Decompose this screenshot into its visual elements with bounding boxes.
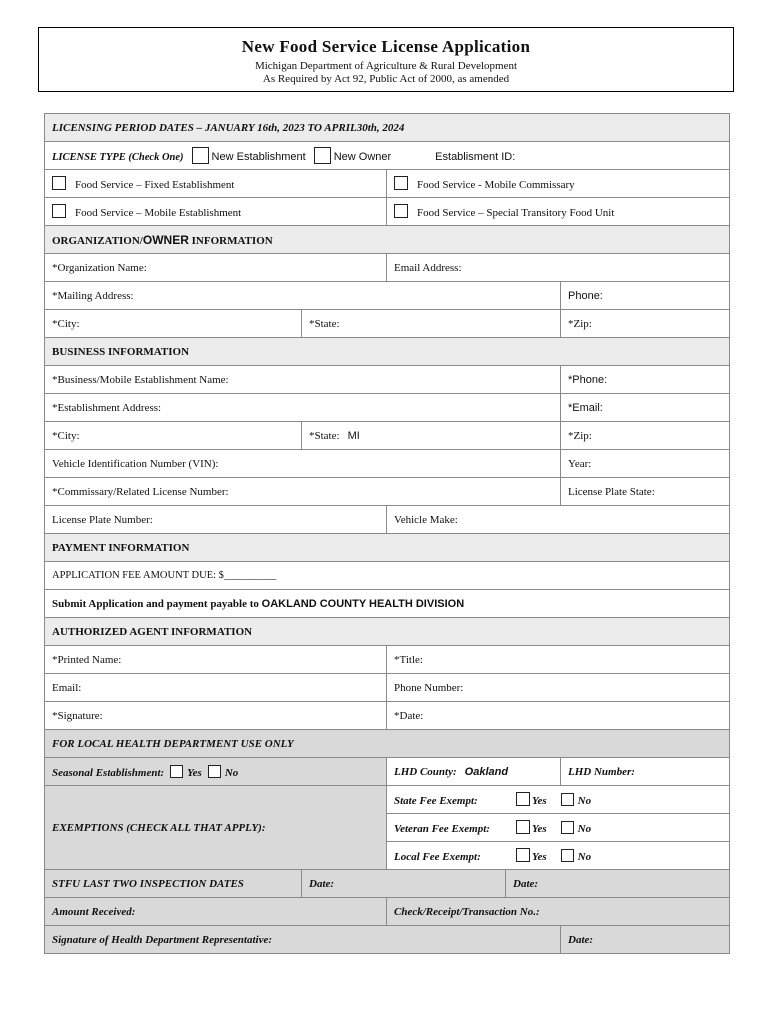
plate-state-field[interactable]: License Plate State: xyxy=(561,478,730,506)
licensing-period: LICENSING PERIOD DATES – JANUARY 16th, 2023 TO APRIL30th, 2024 xyxy=(45,114,730,142)
state-fee-exempt-row: State Fee Exempt: Yes No xyxy=(387,786,730,814)
seasonal-no-label: No xyxy=(224,766,239,779)
plate-number-field[interactable]: License Plate Number: xyxy=(45,506,387,534)
business-state-field[interactable]: *State: MI xyxy=(302,422,561,450)
fixed-establishment-label: Food Service – Fixed Establishment xyxy=(75,179,235,191)
payee-name: OAKLAND COUNTY HEALTH DIVISION xyxy=(261,597,465,610)
establishment-address-field[interactable]: *Establishment Address: xyxy=(45,394,561,422)
business-zip-field[interactable]: *Zip: xyxy=(561,422,730,450)
mailing-address-field[interactable]: *Mailing Address: xyxy=(45,282,561,310)
printed-name-field[interactable]: *Printed Name: xyxy=(45,646,387,674)
organization-email-field[interactable]: Email Address: xyxy=(387,254,730,282)
option-transitory[interactable] xyxy=(387,198,730,226)
organization-name-field[interactable]: *Organization Name: xyxy=(45,254,387,282)
stfu-date-1-field[interactable]: Date: xyxy=(302,870,506,898)
agent-date-field[interactable]: *Date: xyxy=(387,702,730,730)
lhd-county-field[interactable]: LHD County: Oakland xyxy=(387,758,561,786)
transitory-unit-checkbox[interactable] xyxy=(394,204,408,218)
business-phone-field[interactable]: *Phone: xyxy=(561,366,730,394)
fixed-establishment-checkbox[interactable] xyxy=(52,176,66,190)
business-email-field[interactable]: *Email: xyxy=(561,394,730,422)
agent-email-field[interactable]: Email: xyxy=(45,674,387,702)
veteran-fee-no-checkbox[interactable] xyxy=(561,821,574,834)
state-fee-yes-checkbox[interactable] xyxy=(516,792,530,806)
health-rep-signature-field[interactable]: Signature of Health Department Representative: xyxy=(45,926,561,954)
local-fee-no-checkbox[interactable] xyxy=(561,849,574,862)
agent-heading: AUTHORIZED AGENT INFORMATION xyxy=(45,618,730,646)
agent-signature-field[interactable]: *Signature: xyxy=(45,702,387,730)
option-fixed[interactable] xyxy=(45,170,387,198)
health-rep-date-field[interactable]: Date: xyxy=(561,926,730,954)
business-city-field[interactable]: *City: xyxy=(45,422,302,450)
seasonal-yes-checkbox[interactable] xyxy=(170,765,183,778)
check-receipt-field[interactable]: Check/Receipt/Transaction No.: xyxy=(387,898,730,926)
seasonal-no-checkbox[interactable] xyxy=(208,765,221,778)
exemptions-label: EXEMPTIONS (CHECK ALL THAT APPLY): xyxy=(45,786,387,870)
organization-phone-field[interactable]: Phone: xyxy=(561,282,730,310)
amount-received-field[interactable]: Amount Received: xyxy=(45,898,387,926)
transitory-unit-label: Food Service – Special Transitory Food Unit xyxy=(417,207,615,219)
state-fee-no-checkbox[interactable] xyxy=(561,793,574,806)
payment-heading: PAYMENT INFORMATION xyxy=(45,534,730,562)
commissary-license-field[interactable]: *Commissary/Related License Number: xyxy=(45,478,561,506)
seasonal-yes-label: Yes xyxy=(187,766,202,779)
application-fee-field[interactable]: APPLICATION FEE AMOUNT DUE: $__________ xyxy=(45,562,730,590)
agent-title-field[interactable]: *Title: xyxy=(387,646,730,674)
lhd-heading: FOR LOCAL HEALTH DEPARTMENT USE ONLY xyxy=(45,730,730,758)
application-form xyxy=(44,113,730,954)
stfu-date-2-field[interactable]: Date: xyxy=(506,870,730,898)
new-establishment-label: New Establishment xyxy=(211,151,306,163)
license-type-row xyxy=(45,142,730,170)
seasonal-establishment-row: Seasonal Establishment: Yes No xyxy=(45,758,387,786)
new-establishment-checkbox[interactable] xyxy=(192,147,209,164)
agent-phone-field[interactable]: Phone Number: xyxy=(387,674,730,702)
business-name-field[interactable]: *Business/Mobile Establishment Name: xyxy=(45,366,561,394)
veteran-fee-yes-checkbox[interactable] xyxy=(516,820,530,834)
organization-zip-field[interactable]: *Zip: xyxy=(561,310,730,338)
form-title: New Food Service License Application xyxy=(241,37,531,56)
business-state-value: MI xyxy=(347,429,360,442)
vehicle-make-field[interactable]: Vehicle Make: xyxy=(387,506,730,534)
option-mobile[interactable] xyxy=(45,198,387,226)
payment-instructions: Submit Application and payment payable to OAKLAND COUNTY HEALTH DIVISION xyxy=(45,590,730,618)
form-header xyxy=(38,27,734,92)
organization-city-field[interactable]: *City: xyxy=(45,310,302,338)
local-fee-exempt-row: Local Fee Exempt: Yes No xyxy=(387,842,730,870)
act-reference: As Required by Act 92, Public Act of 2000, as amended xyxy=(262,73,510,85)
mobile-commissary-checkbox[interactable] xyxy=(394,176,408,190)
stfu-inspection-label: STFU LAST TWO INSPECTION DATES xyxy=(45,870,302,898)
establishment-id-field[interactable]: Establisment ID: xyxy=(435,151,516,163)
license-type-label: LICENSE TYPE (Check One) xyxy=(52,152,184,163)
veteran-fee-exempt-row: Veteran Fee Exempt: Yes No xyxy=(387,814,730,842)
organization-state-field[interactable]: *State: xyxy=(302,310,561,338)
mobile-commissary-label: Food Service - Mobile Commissary xyxy=(417,179,575,191)
mobile-establishment-checkbox[interactable] xyxy=(52,204,66,218)
mobile-establishment-label: Food Service – Mobile Establishment xyxy=(75,207,242,219)
option-commissary[interactable] xyxy=(387,170,730,198)
lhd-number-field[interactable]: LHD Number: xyxy=(561,758,730,786)
department-name: Michigan Department of Agriculture & Rural Development xyxy=(254,60,518,72)
organization-heading: ORGANIZATION/OWNER INFORMATION xyxy=(45,226,730,254)
local-fee-yes-checkbox[interactable] xyxy=(516,848,530,862)
vin-field[interactable]: Vehicle Identification Number (VIN): xyxy=(45,450,561,478)
new-owner-label: New Owner xyxy=(333,151,392,163)
new-owner-checkbox[interactable] xyxy=(314,147,331,164)
lhd-county-value: Oakland xyxy=(464,765,509,778)
business-heading: BUSINESS INFORMATION xyxy=(45,338,730,366)
vehicle-year-field[interactable]: Year: xyxy=(561,450,730,478)
